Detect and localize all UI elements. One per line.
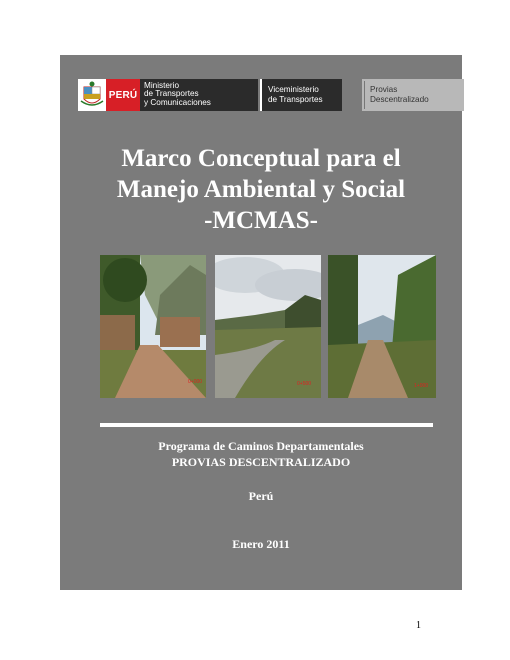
divider-line [100, 423, 433, 427]
title-line: -MCMAS- [204, 207, 318, 234]
road-photo-2 [215, 255, 321, 398]
institution-logo-bar [78, 79, 448, 111]
peru-coat-of-arms-icon [78, 79, 106, 111]
program-line-1: Programa de Caminos Departamentales [158, 439, 364, 453]
road-photos [100, 255, 436, 398]
photo-caption: 0+500 [297, 381, 312, 387]
country-label: Perú [248, 489, 274, 503]
document-title [60, 143, 462, 236]
program-line-2: PROVIAS DESCENTRALIZADO [171, 455, 351, 469]
page-number: 1 [416, 620, 421, 631]
cover-panel [60, 55, 462, 590]
road-photo-1 [100, 255, 206, 398]
ministry-logo [140, 79, 258, 111]
provias-line: Provias [370, 85, 398, 94]
road-photo-3 [328, 255, 436, 398]
date-label: Enero 2011 [232, 537, 290, 551]
ministry-line: Ministerio [144, 81, 180, 90]
provias-logo [362, 79, 464, 111]
photo-caption: 0+000 [188, 379, 203, 385]
provias-line: Descentralizado [370, 94, 429, 104]
ministry-line: de Transportes [144, 89, 199, 99]
viceministry-logo [260, 79, 342, 111]
vice-line: Viceministerio [268, 85, 319, 94]
vice-line: de Transportes [268, 94, 323, 104]
title-line: Marco Conceptual para el [121, 145, 401, 172]
peru-brand-label: PERÚ [106, 79, 140, 111]
ministry-line: y Comunicaciones [144, 97, 211, 107]
photo-caption: 1+000 [414, 383, 429, 389]
title-line: Manejo Ambiental y Social [116, 176, 406, 203]
